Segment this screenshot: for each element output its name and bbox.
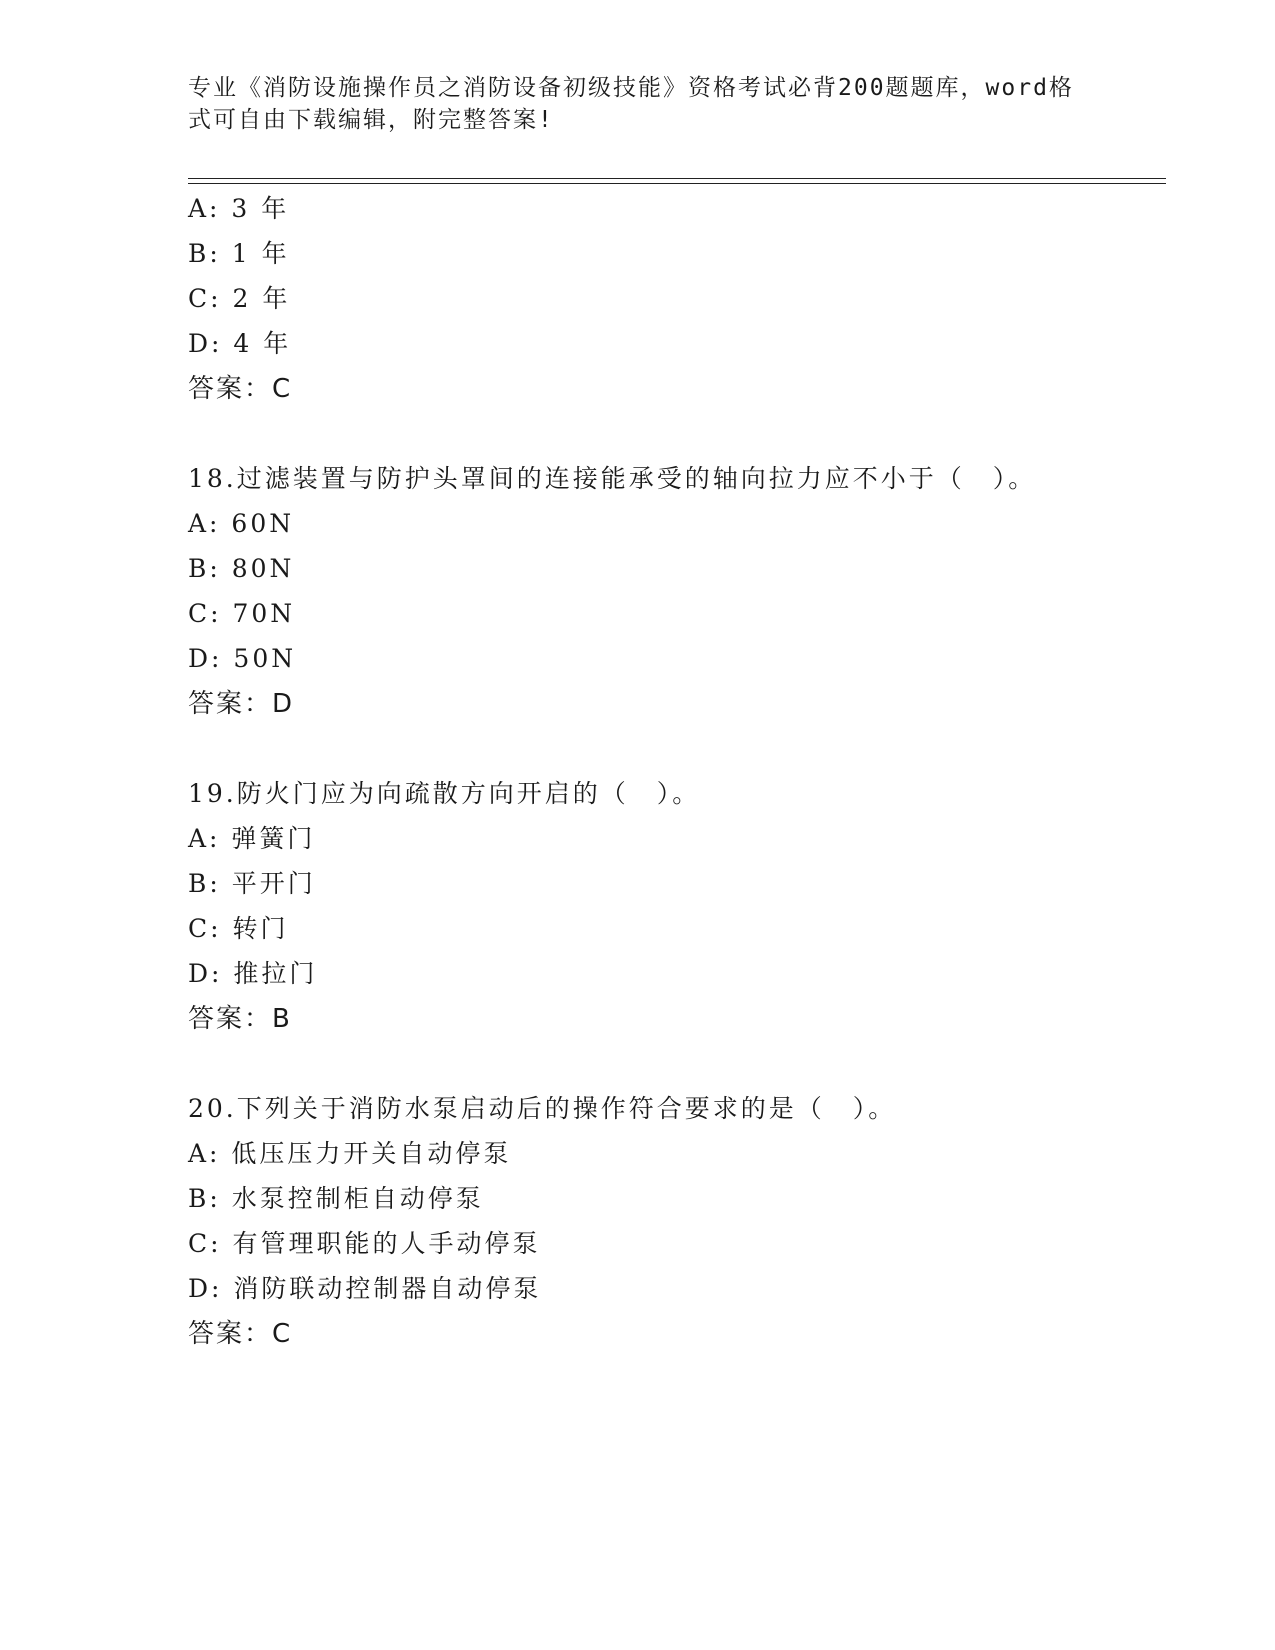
document-intro: 专业《消防设施操作员之消防设备初级技能》资格考试必背200题题库，word格式可自由下载编辑，附完整答案! [188, 75, 1074, 133]
q20-question: 20.下列关于消防水泵启动后的操作符合要求的是（ ）。 [188, 1094, 897, 1123]
q18-answer: 答案：D [188, 689, 295, 719]
q19-question: 19.防火门应为向疏散方向开启的（ ）。 [188, 779, 701, 808]
q20-option-a: A: 低压压力开关自动停泵 [188, 1139, 512, 1168]
q17-option-b: B: 1 年 [188, 239, 290, 268]
q17-option-d: D: 4 年 [188, 329, 292, 358]
q17-option-c: C: 2 年 [188, 284, 291, 313]
q19-option-b: B: 平开门 [188, 869, 316, 898]
q19-option-a: A: 弹簧门 [188, 824, 316, 853]
q20-option-b: B: 水泵控制柜自动停泵 [188, 1184, 484, 1213]
q17-answer: 答案：C [188, 374, 293, 404]
q18-option-d: D: 50N [188, 644, 297, 673]
q19-option-c: C: 转门 [188, 914, 289, 943]
q20-option-d: D: 消防联动控制器自动停泵 [188, 1274, 542, 1303]
q20-option-c: C: 有管理职能的人手动停泵 [188, 1229, 541, 1258]
q18-option-b: B: 80N [188, 554, 295, 583]
q18-option-c: C: 70N [188, 599, 296, 628]
q19-answer: 答案：B [188, 1004, 292, 1034]
q19-option-d: D: 推拉门 [188, 959, 318, 988]
header-divider-top [188, 178, 1166, 179]
q18-question: 18.过滤装置与防护头罩间的连接能承受的轴向拉力应不小于（ ）。 [188, 464, 1037, 493]
q20-answer: 答案：C [188, 1319, 293, 1349]
q17-option-a: A: 3 年 [188, 194, 290, 223]
header-divider-bottom [188, 183, 1166, 184]
q18-option-a: A: 60N [188, 509, 295, 538]
